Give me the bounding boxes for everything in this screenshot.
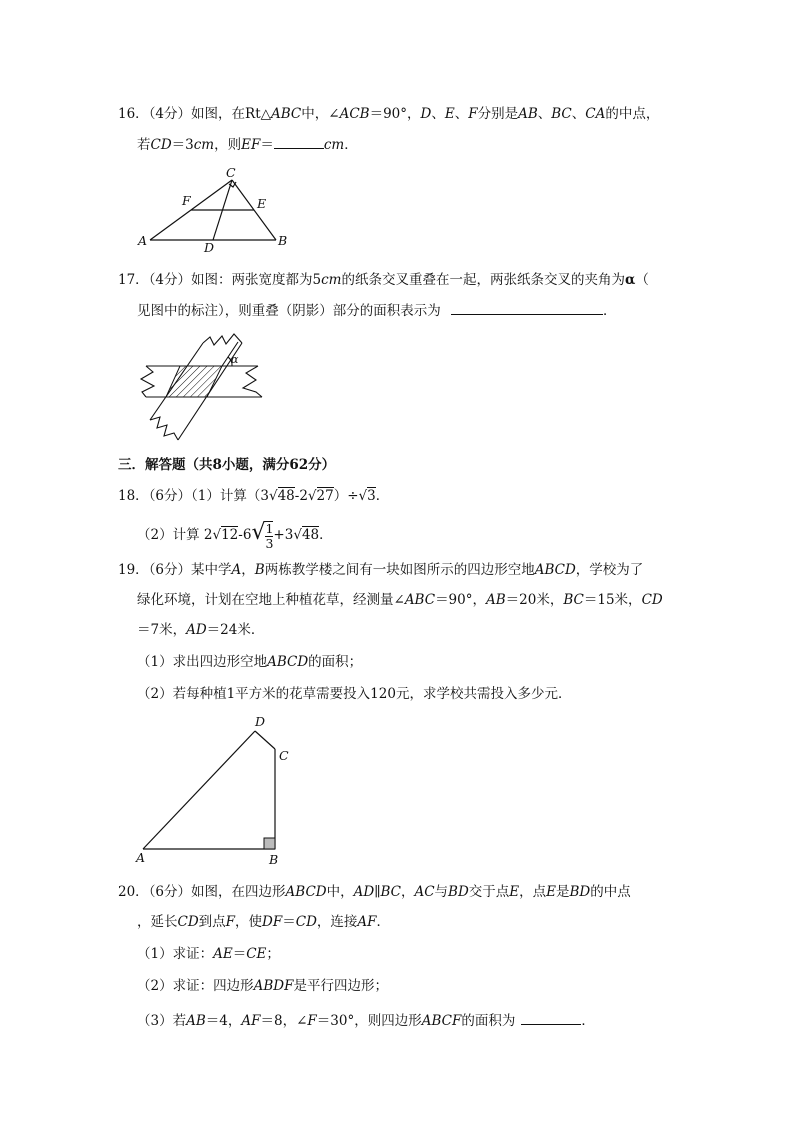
q19-text: ＝20米， (505, 592, 564, 608)
q16-text: 中， (301, 106, 329, 122)
q16-label-a: A (138, 233, 148, 248)
q20-abdf: ABDF (253, 978, 294, 994)
q19-side-ad (143, 731, 255, 849)
q19-text: 的面积； (308, 654, 363, 670)
q20-ad: AD (353, 884, 375, 900)
q20-text: 的面积为 (461, 1013, 516, 1029)
q19-text: ＝7米， (137, 622, 187, 638)
q20-text: ，使 (235, 914, 263, 930)
q20-sub2 (137, 976, 388, 996)
q20-bd: BD (448, 884, 469, 900)
q17-text: 如图：两张宽度都为5 (191, 272, 322, 288)
sqrt-sign: √ (268, 488, 278, 504)
q20-ae: AE (213, 946, 233, 962)
q19-bc: BC (563, 592, 584, 608)
q16-unit: cm (323, 137, 345, 153)
q20-f: F (307, 1013, 317, 1029)
q20-line2 (137, 912, 390, 932)
q18-radicand: 48 (277, 488, 295, 504)
q18-text: ． (375, 488, 390, 504)
q20-text: 是平行四边形； (293, 978, 388, 994)
fraction-denominator: 3 (265, 535, 274, 551)
q17-text: （ (635, 272, 649, 288)
q17-text: ． (603, 303, 617, 319)
q20-abcd: ABCD (285, 884, 327, 900)
q20-ce: CE (246, 946, 267, 962)
q19-text: ＝15米， (583, 592, 642, 608)
q20-text: （3）若 (137, 1013, 187, 1029)
q16-label-d: D (204, 240, 215, 255)
q19-text: 某中学 (191, 562, 232, 578)
q20-text: 中， (326, 884, 354, 900)
q16-label-b: B (278, 233, 288, 248)
q19-ab: AB (486, 592, 506, 608)
q20-text: ＝8，∠ (260, 1013, 308, 1029)
q16-bc: BC (551, 106, 572, 122)
q19-label-b: B (269, 852, 279, 867)
q16-score: （4分） (148, 106, 192, 122)
q18-radicand: 3 (367, 488, 376, 504)
q19-sub2: （2）若每种植1平方米的花草需要投入120元，求学校共需投入多少元． (137, 686, 572, 702)
fraction-numerator: 1 (265, 520, 274, 536)
q19-text: ＝90°， (435, 592, 486, 608)
q20-text: ，点 (519, 884, 547, 900)
q20-text: ． (376, 914, 391, 930)
q19-score: （6分） (148, 562, 192, 578)
sqrt-sign: √ (307, 488, 317, 504)
q20-text: ＝4， (205, 1013, 242, 1029)
q18-text: （2）计算 2 (137, 527, 213, 543)
q16-ca: CA (585, 106, 606, 122)
q20-text: （2）求证：四边形 (137, 978, 254, 994)
q20-cd: CD (177, 914, 199, 930)
q16-angle-symbol: ∠ (328, 106, 340, 122)
q17-text: 的纸条交叉重叠在一起，两张纸条交叉的夹角为 (341, 272, 625, 288)
q16-text: 分别是 (477, 106, 519, 122)
sqrt-sign: √ (293, 527, 302, 543)
q19-abcd: ABCD (267, 654, 309, 670)
q16-sep: 、 (431, 106, 445, 122)
q20-number: 20． (118, 884, 149, 900)
q20-text: ＝ (282, 914, 296, 930)
q18-score: （6分） (148, 488, 192, 504)
q17-label-alpha: α (231, 353, 239, 366)
q16-label-c: C (226, 165, 236, 180)
q16-sep: 、 (537, 106, 552, 122)
q18-text: ）÷ (333, 488, 359, 504)
q17-alpha: α (625, 272, 636, 288)
q20-text: ； (266, 946, 280, 962)
q18-text: -6 (238, 527, 252, 543)
q16-text: ． (344, 137, 358, 153)
q16-text: ，则 (214, 137, 242, 153)
q20-text: （1）求证： (137, 946, 214, 962)
q19-abcd: ABCD (534, 562, 576, 578)
q18-text: ． (319, 527, 333, 543)
q18-text: +3 (273, 527, 294, 543)
q20-score: （6分） (148, 884, 192, 900)
q16-ef: EF (241, 137, 261, 153)
q16-text: 如图，在 (191, 106, 246, 122)
q16-sep: 、 (454, 106, 469, 122)
q19-label-d: D (255, 714, 266, 729)
q16-text: 若 (137, 137, 151, 153)
q16-rt: Rt△ (245, 106, 272, 122)
q20-text: 的中点 (590, 884, 631, 900)
q20-ab: AB (186, 1013, 206, 1029)
q20-text: ，连接 (316, 914, 358, 930)
q19-text: 绿化环境，计划在空地上种植花草，经测量∠ (137, 592, 405, 608)
q19-abc: ABC (404, 592, 436, 608)
q20-e: E (546, 884, 557, 900)
q20-text: 到点 (198, 914, 226, 930)
q19-right-angle-mark (264, 838, 275, 849)
q17-number: 17． (118, 272, 149, 288)
q16-unit: cm (193, 137, 215, 153)
q20-f: F (225, 914, 236, 930)
sqrt-sign: √ (251, 520, 266, 545)
q18-text: -2 (294, 488, 308, 504)
q16-number: 16． (118, 106, 149, 122)
q19-text: ，学校为了 (575, 562, 644, 578)
q20-text: 与 (434, 884, 449, 900)
q17-text: 见图中的标注），则重叠（阴影）部分的面积表示为 (137, 303, 441, 319)
q18-number: 18． (118, 488, 149, 504)
q20-af: AF (241, 1013, 261, 1029)
q16-label-f: F (182, 193, 191, 208)
sqrt-sign: √ (358, 488, 368, 504)
q19-b: B (254, 562, 265, 578)
q16-sep: 、 (571, 106, 586, 122)
q20-line1 (118, 882, 631, 902)
q16-text: ＝90°， (369, 106, 421, 122)
q16-label-e: E (257, 196, 267, 211)
q19-label-a: A (136, 850, 146, 865)
q20-text: ，延长 (137, 914, 178, 930)
q20-sub3 (137, 1010, 595, 1031)
q19-a: A (231, 562, 242, 578)
q16-d: D (420, 106, 432, 122)
q16-e: E (444, 106, 455, 122)
q20-bd: BD (569, 884, 591, 900)
q20-e: E (509, 884, 520, 900)
q16-f: F (468, 106, 478, 122)
sqrt-sign: √ (212, 527, 222, 543)
q20-af: AF (357, 914, 377, 930)
q18-radicand: 12 (221, 527, 239, 543)
q19-text: ＝24米． (206, 622, 265, 638)
q19-text: （1）求出四边形空地 (137, 654, 268, 670)
q20-text: 是 (556, 884, 570, 900)
q19-label-c: C (279, 748, 289, 763)
q20-text: ＝ (232, 946, 247, 962)
q19-cd: CD (641, 592, 663, 608)
q18-radicand: 27 (316, 488, 334, 504)
q20-ac: AC (414, 884, 435, 900)
q20-cd: CD (295, 914, 317, 930)
q20-bc: BC (380, 884, 401, 900)
q19-text: 两栋教学楼之间有一块如图所示的四边形空地 (264, 562, 535, 578)
q20-text: ， (400, 884, 415, 900)
q18-text: （1）计算（3 (191, 488, 269, 504)
q19-sep: ， (241, 562, 255, 578)
q20-sub1 (137, 944, 280, 964)
q16-text: 的中点， (605, 106, 660, 122)
q20-text: ． (581, 1013, 595, 1029)
q16-cd: CD (150, 137, 172, 153)
q20-parallel-symbol: ∥ (374, 884, 381, 900)
q20-text: 交于点 (468, 884, 510, 900)
q20-text: 如图，在四边形 (191, 884, 286, 900)
q16-abc: ABC (271, 106, 302, 122)
q19-ad: AD (186, 622, 207, 638)
q16-text: ＝3 (171, 137, 194, 153)
q20-text: ＝30°，则四边形 (316, 1013, 422, 1029)
q16-ab: AB (518, 106, 538, 122)
q20-abcf: ABCF (421, 1013, 462, 1029)
q16-text: ＝ (260, 137, 274, 153)
section3-heading: 三．解答题（共8小题，满分62分） (118, 457, 336, 473)
q16-acb: ACB (339, 106, 370, 122)
q20-df: DF (262, 914, 283, 930)
q18-radicand: 48 (301, 527, 320, 543)
q17-unit: cm (321, 272, 342, 288)
q19-number: 19． (118, 562, 149, 578)
q20-answer-blank[interactable] (521, 1010, 581, 1025)
q19-side-dc (255, 731, 275, 749)
q17-score: （4分） (148, 272, 192, 288)
